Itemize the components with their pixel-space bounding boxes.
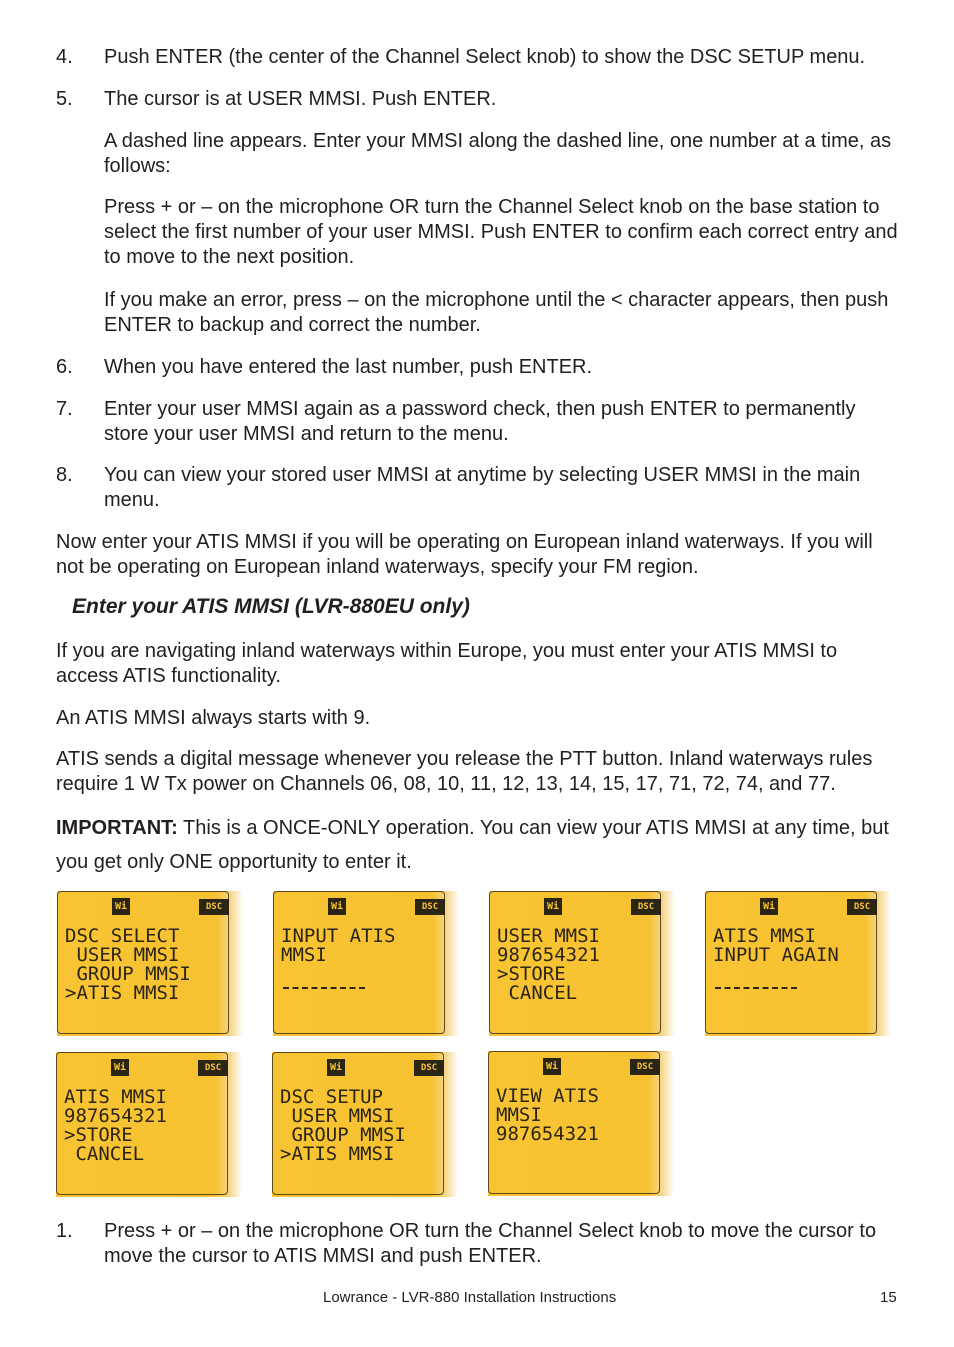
- dsc-icon: DSC: [414, 1060, 444, 1076]
- section-paragraph: An ATIS MMSI always starts with 9.: [56, 707, 371, 729]
- footer-title: Lowrance - LVR-880 Installation Instructions: [323, 1289, 617, 1306]
- dsc-icon: DSC: [199, 899, 229, 915]
- step-number: 6.: [56, 356, 73, 378]
- important-note: [56, 816, 901, 841]
- dsc-icon: DSC: [847, 899, 877, 915]
- step-number: 7.: [56, 398, 73, 420]
- step-text: The cursor is at USER MMSI. Push ENTER.: [104, 88, 497, 110]
- lcd-screen: [56, 1052, 242, 1197]
- lcd-text: INPUT ATIS MMSI: [281, 925, 396, 966]
- step-note: If you make an error, press – on the microphone until the < character appears, then push ENTER to backup and correct the number.: [104, 289, 889, 336]
- wx-icon: Wi: [111, 1059, 129, 1076]
- dsc-icon: DSC: [630, 1059, 660, 1075]
- dsc-icon: DSC: [415, 899, 445, 915]
- wx-icon: Wi: [543, 1058, 561, 1075]
- lcd-screen: [489, 891, 675, 1036]
- section-heading: Enter your ATIS MMSI (LVR-880EU only): [72, 595, 470, 618]
- lcd-screen: [272, 1052, 458, 1197]
- dashed-input-line: [283, 987, 365, 989]
- lcd-text: ATIS MMSI 987654321 >STORE CANCEL: [64, 1086, 167, 1165]
- section-paragraph: If you are navigating inland waterways within Europe, you must enter your ATIS MMSI to access ATIS functionality.: [56, 640, 838, 687]
- lcd-text: VIEW ATIS MMSI 987654321: [496, 1085, 599, 1145]
- step-note: Press + or – on the microphone OR turn the Channel Select knob on the base station to select the first number of your user MMSI. Push ENTER to confirm each correct entry and to move to the next position.: [104, 196, 898, 268]
- dashed-input-line: [715, 987, 797, 989]
- lcd-screen: [705, 891, 891, 1036]
- step-note: A dashed line appears. Enter your MMSI along the dashed line, one number at a time, as follows:: [104, 130, 892, 177]
- step-number: 4.: [56, 46, 73, 68]
- lcd-text: USER MMSI 987654321 >STORE CANCEL: [497, 925, 600, 1004]
- dsc-icon: DSC: [198, 1060, 228, 1076]
- important-text: This is a ONCE-ONLY operation. You can view your ATIS MMSI at any time, but: [177, 817, 889, 839]
- section-paragraph: ATIS sends a digital message whenever you release the PTT button. Inland waterways rules require 1 W Tx power on Channels 06, 08, 10, 11, 12, 13, 14, 15, 17, 71, 72, 74, and 77.: [56, 748, 873, 795]
- wx-icon: Wi: [327, 1059, 345, 1076]
- step-number: 8.: [56, 464, 73, 486]
- step-text: Press + or – on the microphone OR turn the Channel Select knob to move the cursor to move the cursor to ATIS MMSI and push ENTER.: [104, 1220, 877, 1267]
- step-text: Enter your user MMSI again as a password check, then push ENTER to permanently store your user MMSI and return to the menu.: [104, 398, 856, 445]
- lcd-text: DSC SELECT USER MMSI GROUP MMSI >ATIS MMSI: [65, 925, 191, 1004]
- wx-icon: Wi: [328, 898, 346, 915]
- lcd-text: ATIS MMSI INPUT AGAIN: [713, 925, 839, 966]
- lcd-screen: [488, 1051, 674, 1196]
- step-number: 5.: [56, 88, 73, 110]
- step-text: Push ENTER (the center of the Channel Select knob) to show the DSC SETUP menu.: [104, 46, 866, 68]
- wx-icon: Wi: [760, 898, 778, 915]
- lcd-screen: [57, 891, 243, 1036]
- step-text: You can view your stored user MMSI at anytime by selecting USER MMSI in the main menu.: [104, 464, 861, 511]
- wx-icon: Wi: [544, 898, 562, 915]
- page-number: 15: [880, 1289, 897, 1306]
- intro-paragraph: Now enter your ATIS MMSI if you will be operating on European inland waterways. If you will not be operating on European inland waterways, specify your FM region.: [56, 531, 873, 578]
- important-note-line2: you get only ONE opportunity to enter it.: [56, 851, 412, 873]
- step-number: 1.: [56, 1220, 73, 1242]
- lcd-text: DSC SETUP USER MMSI GROUP MMSI >ATIS MMSI: [280, 1086, 406, 1165]
- wx-icon: Wi: [112, 898, 130, 915]
- dsc-icon: DSC: [631, 899, 661, 915]
- important-label: IMPORTANT:: [56, 817, 178, 839]
- step-text: When you have entered the last number, push ENTER.: [104, 356, 593, 378]
- lcd-screen: [273, 891, 459, 1036]
